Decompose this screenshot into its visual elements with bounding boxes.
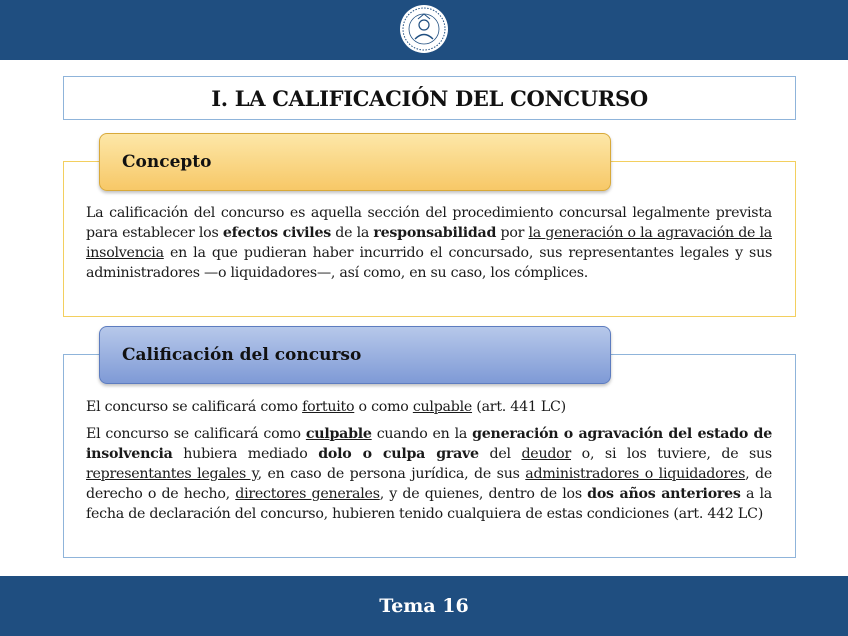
underlined-run: la generación o la agravación de la insolvencia bbox=[86, 225, 773, 261]
text-run: o como bbox=[354, 399, 413, 415]
calificacion-line-1 bbox=[86, 397, 772, 417]
concepto-text bbox=[86, 203, 772, 283]
text-run: hubiera mediado bbox=[172, 446, 319, 462]
text-run: cuando en la bbox=[371, 426, 473, 442]
footer-label: Tema 16 bbox=[379, 595, 469, 617]
text-run: El concurso se calificará como bbox=[86, 399, 303, 415]
text-run: del bbox=[478, 446, 522, 462]
underlined-run: fortuito bbox=[302, 399, 355, 415]
calificacion-heading: Calificación del concurso bbox=[122, 345, 362, 365]
bold-run: dolo o culpa grave bbox=[318, 446, 479, 462]
bold-run: efectos civiles bbox=[222, 225, 331, 241]
text-run: en la que pudieran haber incurrido el concursado, sus representantes legales y sus administradores —o liquidadores—, así como, en su caso, los cómplices. bbox=[86, 245, 772, 281]
bold-run: dos años anteriores bbox=[587, 486, 741, 502]
text-run: o, si los tuviere, de sus bbox=[571, 446, 772, 462]
underlined-run: deudor bbox=[521, 446, 571, 462]
text-run: por bbox=[496, 225, 529, 241]
top-header-bar bbox=[0, 0, 848, 60]
text-run: , y de quienes, dentro de los bbox=[379, 486, 588, 502]
slide-title-box bbox=[63, 76, 796, 120]
underlined-run: representantes legales y bbox=[86, 466, 258, 482]
text-run: La calificación del concurso es aquella sección del procedimiento concursal legalmente prevista para establecer los bbox=[86, 205, 772, 241]
calificacion-paragraph bbox=[86, 424, 772, 524]
footer-bar bbox=[0, 576, 848, 636]
underlined-run: culpable bbox=[412, 399, 473, 415]
concepto-heading-tab bbox=[99, 133, 611, 191]
underlined-run: administradores o liquidadores bbox=[525, 466, 746, 482]
bold-underlined-run: culpable bbox=[305, 426, 372, 442]
slide-title: I. LA CALIFICACIÓN DEL CONCURSO bbox=[211, 85, 648, 111]
bold-run: generación o agravación del estado de insolvencia bbox=[86, 426, 773, 462]
text-run: El concurso se calificará como bbox=[86, 426, 306, 442]
calificacion-heading-tab bbox=[99, 326, 611, 384]
underlined-run: directores generales bbox=[235, 486, 380, 502]
text-run: a la fecha de declaración del concurso, hubieren tenido cualquiera de estas condiciones (art. 442 LC) bbox=[86, 486, 772, 522]
university-seal-icon bbox=[398, 3, 450, 55]
text-run: , en caso de persona jurídica, de sus bbox=[257, 466, 526, 482]
text-run: , de derecho o de hecho, bbox=[86, 466, 773, 502]
text-run: (art. 441 LC) bbox=[472, 399, 566, 415]
bold-run: responsabilidad bbox=[373, 225, 497, 241]
concepto-heading: Concepto bbox=[122, 152, 212, 172]
text-run: de la bbox=[330, 225, 374, 241]
